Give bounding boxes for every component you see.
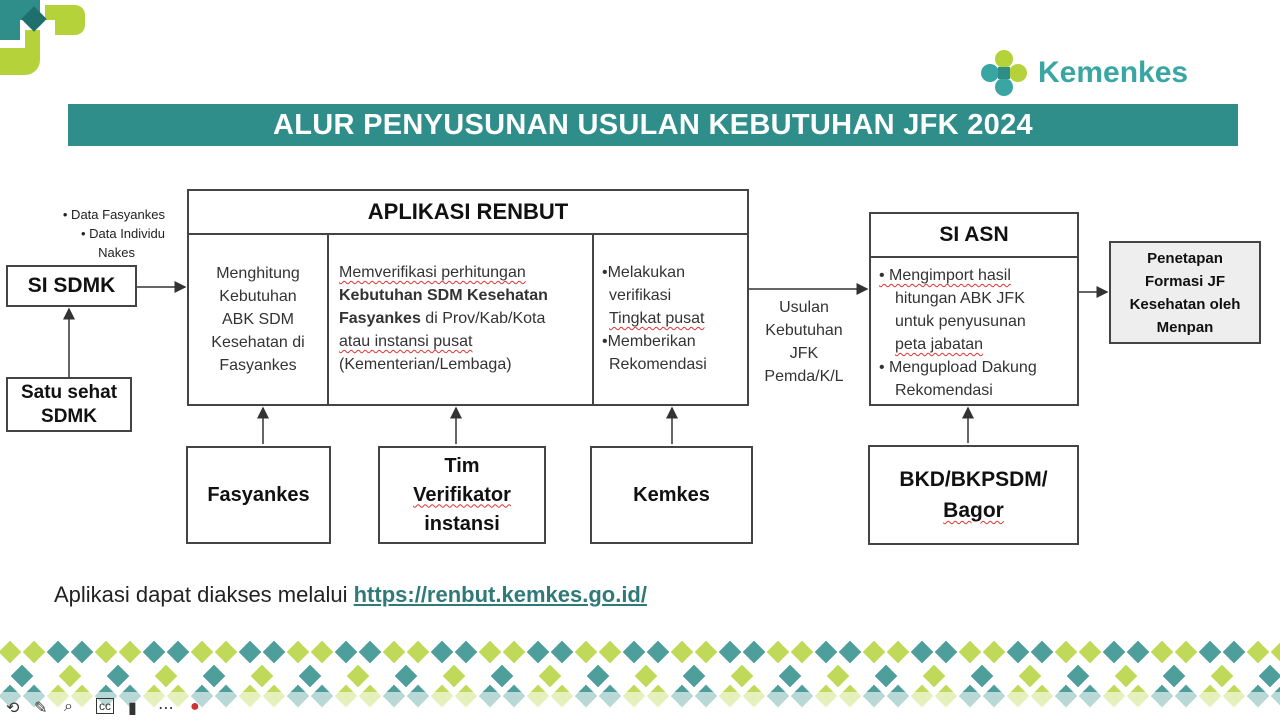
pattern-tile — [491, 665, 514, 688]
pattern-tile — [215, 641, 238, 664]
penetapan-line: Penetapan — [1147, 249, 1223, 267]
pattern-tile — [743, 641, 766, 664]
pattern-tile — [887, 641, 910, 664]
pen-icon[interactable]: ✎ — [34, 700, 48, 717]
pattern-tile — [59, 665, 82, 688]
kemkes-label: Kemkes — [633, 483, 710, 506]
si-asn-line: untuk penyusunan — [895, 313, 1026, 330]
pattern-tile — [971, 665, 994, 688]
usulan-line: Kebutuhan — [765, 322, 843, 339]
renbut-col2-line: Memverifikasi perhitungan — [339, 264, 526, 281]
data-note-item: Nakes — [98, 245, 135, 260]
pattern-tile — [539, 665, 562, 688]
si-asn-line: • Mengupload Dakung — [879, 359, 1037, 376]
pattern-tile — [1223, 641, 1246, 664]
pattern-tile — [683, 665, 706, 688]
penetapan-line: Kesehatan oleh — [1129, 295, 1241, 313]
pattern-tile — [11, 665, 34, 688]
pattern-tile — [431, 641, 454, 664]
tim-line1: Tim — [444, 454, 480, 477]
pattern-tile — [863, 641, 886, 664]
pattern-tile — [935, 641, 958, 664]
bkd-line1: BKD/BKPSDM/ — [899, 468, 1048, 491]
pattern-tile — [911, 641, 934, 664]
pattern-tile — [815, 641, 838, 664]
si-asn-line: Rekomendasi — [895, 382, 993, 399]
pattern-tile — [455, 641, 478, 664]
renbut-col1-line: Menghitung — [216, 265, 300, 282]
pattern-tile — [719, 641, 742, 664]
renbut-col2-line: Kebutuhan SDM Kesehatan — [339, 287, 548, 304]
renbut-col2-bold: Fasyankes — [339, 310, 421, 327]
renbut-col2-line: atau instansi pusat — [339, 333, 473, 350]
pattern-tile — [287, 641, 310, 664]
pattern-tile — [443, 665, 466, 688]
pattern-tile — [1127, 641, 1150, 664]
pattern-tile — [503, 641, 526, 664]
tim-line2: Verifikator — [413, 483, 511, 506]
captions-icon[interactable]: cc — [96, 698, 114, 714]
pattern-tile — [1067, 665, 1090, 688]
pattern-tile — [107, 665, 130, 688]
pattern-tile — [23, 641, 46, 664]
usulan-line: Pemda/K/L — [764, 368, 844, 385]
renbut-link[interactable]: https://renbut.kemkes.go.id/ — [353, 582, 647, 607]
record-icon[interactable]: ● — [190, 698, 200, 715]
pattern-tile — [1079, 641, 1102, 664]
renbut-col3-line: verifikasi — [609, 287, 672, 304]
pattern-tile — [167, 641, 190, 664]
pattern-tile — [1115, 665, 1138, 688]
fasyankes-label: Fasyankes — [207, 483, 310, 506]
pattern-tile — [875, 665, 898, 688]
renbut-header-label: APLIKASI RENBUT — [367, 199, 569, 224]
footer-text — [54, 582, 647, 608]
pattern-tile — [671, 641, 694, 664]
bkd-line2: Bagor — [943, 499, 1004, 522]
pattern-tile — [527, 641, 550, 664]
si-asn-line: peta jabatan — [895, 336, 984, 353]
pattern-tile — [299, 665, 322, 688]
pattern-tile — [1199, 641, 1222, 664]
pattern-tile — [47, 641, 70, 664]
pattern-tile — [395, 665, 418, 688]
renbut-col2-line: (Kementerian/Lembaga) — [339, 356, 512, 373]
footer-label: Aplikasi dapat diakses melalui — [54, 582, 354, 607]
pattern-tile — [0, 641, 21, 664]
pattern-tile — [311, 641, 334, 664]
pattern-tile — [827, 665, 850, 688]
satu-sehat-line2: SDMK — [41, 405, 97, 427]
pattern-tile — [599, 641, 622, 664]
pattern-tile — [347, 665, 370, 688]
pattern-tile — [731, 665, 754, 688]
si-asn-line: • Mengimport hasil — [879, 267, 1011, 284]
pattern-tile — [695, 641, 718, 664]
pattern-tile — [923, 665, 946, 688]
pattern-tile — [791, 641, 814, 664]
data-note-item: • Data Fasyankes — [62, 207, 165, 222]
pattern-tile — [71, 641, 94, 664]
slide-title: ALUR PENYUSUNAN USULAN KEBUTUHAN JFK 2024 — [68, 104, 1238, 146]
penetapan-line: Formasi JF — [1144, 272, 1226, 290]
more-icon[interactable]: ⋯ — [158, 700, 174, 717]
renbut-col3-line: Rekomendasi — [609, 356, 707, 373]
pattern-tile — [1007, 641, 1030, 664]
screen-icon[interactable]: ▮ — [128, 700, 137, 717]
si-sdmk-label: SI SDMK — [27, 274, 116, 297]
pattern-tile — [623, 641, 646, 664]
pattern-tile — [983, 641, 1006, 664]
pattern-tile — [479, 641, 502, 664]
pattern-tile — [335, 641, 358, 664]
data-note-item: • Data Individu — [80, 226, 165, 241]
pattern-tile — [1163, 665, 1186, 688]
pattern-tile — [203, 665, 226, 688]
pattern-tile — [239, 641, 262, 664]
renbut-col1-line: Kebutuhan — [219, 288, 297, 305]
pattern-tile — [551, 641, 574, 664]
renbut-col1-line: Fasyankes — [219, 357, 297, 374]
penetapan-line: Menpan — [1156, 318, 1214, 336]
pattern-tile — [119, 641, 142, 664]
back-icon[interactable]: ⟲ — [6, 700, 20, 717]
usulan-line: JFK — [789, 345, 819, 362]
renbut-col3-line: •Melakukan — [602, 264, 685, 281]
renbut-col1-line: Kesehatan di — [211, 334, 305, 351]
pattern-tile — [1247, 641, 1270, 664]
brand-name: Kemenkes — [1038, 56, 1189, 89]
renbut-col3-line: •Memberikan — [602, 333, 696, 350]
pattern-tile — [1019, 665, 1042, 688]
pattern-tile — [959, 641, 982, 664]
pattern-tile — [263, 641, 286, 664]
pattern-tile — [1151, 641, 1174, 664]
pattern-tile — [359, 641, 382, 664]
pattern-tile — [1259, 665, 1280, 688]
pattern-tile — [383, 641, 406, 664]
pattern-tile — [587, 665, 610, 688]
tim-line3: instansi — [424, 512, 500, 535]
pattern-tile — [407, 641, 430, 664]
renbut-col3-line: Tingkat pusat — [609, 310, 705, 327]
pattern-tile — [575, 641, 598, 664]
pattern-tile — [155, 665, 178, 688]
pattern-tile — [767, 641, 790, 664]
pattern-tile — [143, 641, 166, 664]
pattern-tile — [647, 641, 670, 664]
si-asn-line: hitungan ABK JFK — [895, 290, 1025, 307]
usulan-line: Usulan — [779, 299, 829, 316]
pattern-tile — [1175, 641, 1198, 664]
zoom-icon[interactable]: ⌕ — [64, 698, 73, 715]
pattern-tile — [635, 665, 658, 688]
si-asn-header-label: SI ASN — [939, 223, 1009, 246]
pattern-tile — [1055, 641, 1078, 664]
pattern-tile — [1031, 641, 1054, 664]
renbut-col1-line: ABK SDM — [221, 311, 294, 328]
renbut-col2-plain: di Prov/Kab/Kota — [420, 310, 546, 327]
pattern-tile — [95, 641, 118, 664]
pattern-tile — [779, 665, 802, 688]
pattern-tile — [1211, 665, 1234, 688]
pattern-tile — [1271, 641, 1280, 664]
satu-sehat-line1: Satu sehat — [20, 381, 118, 403]
pattern-tile — [1103, 641, 1126, 664]
pattern-tile — [839, 641, 862, 664]
pattern-tile — [191, 641, 214, 664]
pattern-tile — [251, 665, 274, 688]
